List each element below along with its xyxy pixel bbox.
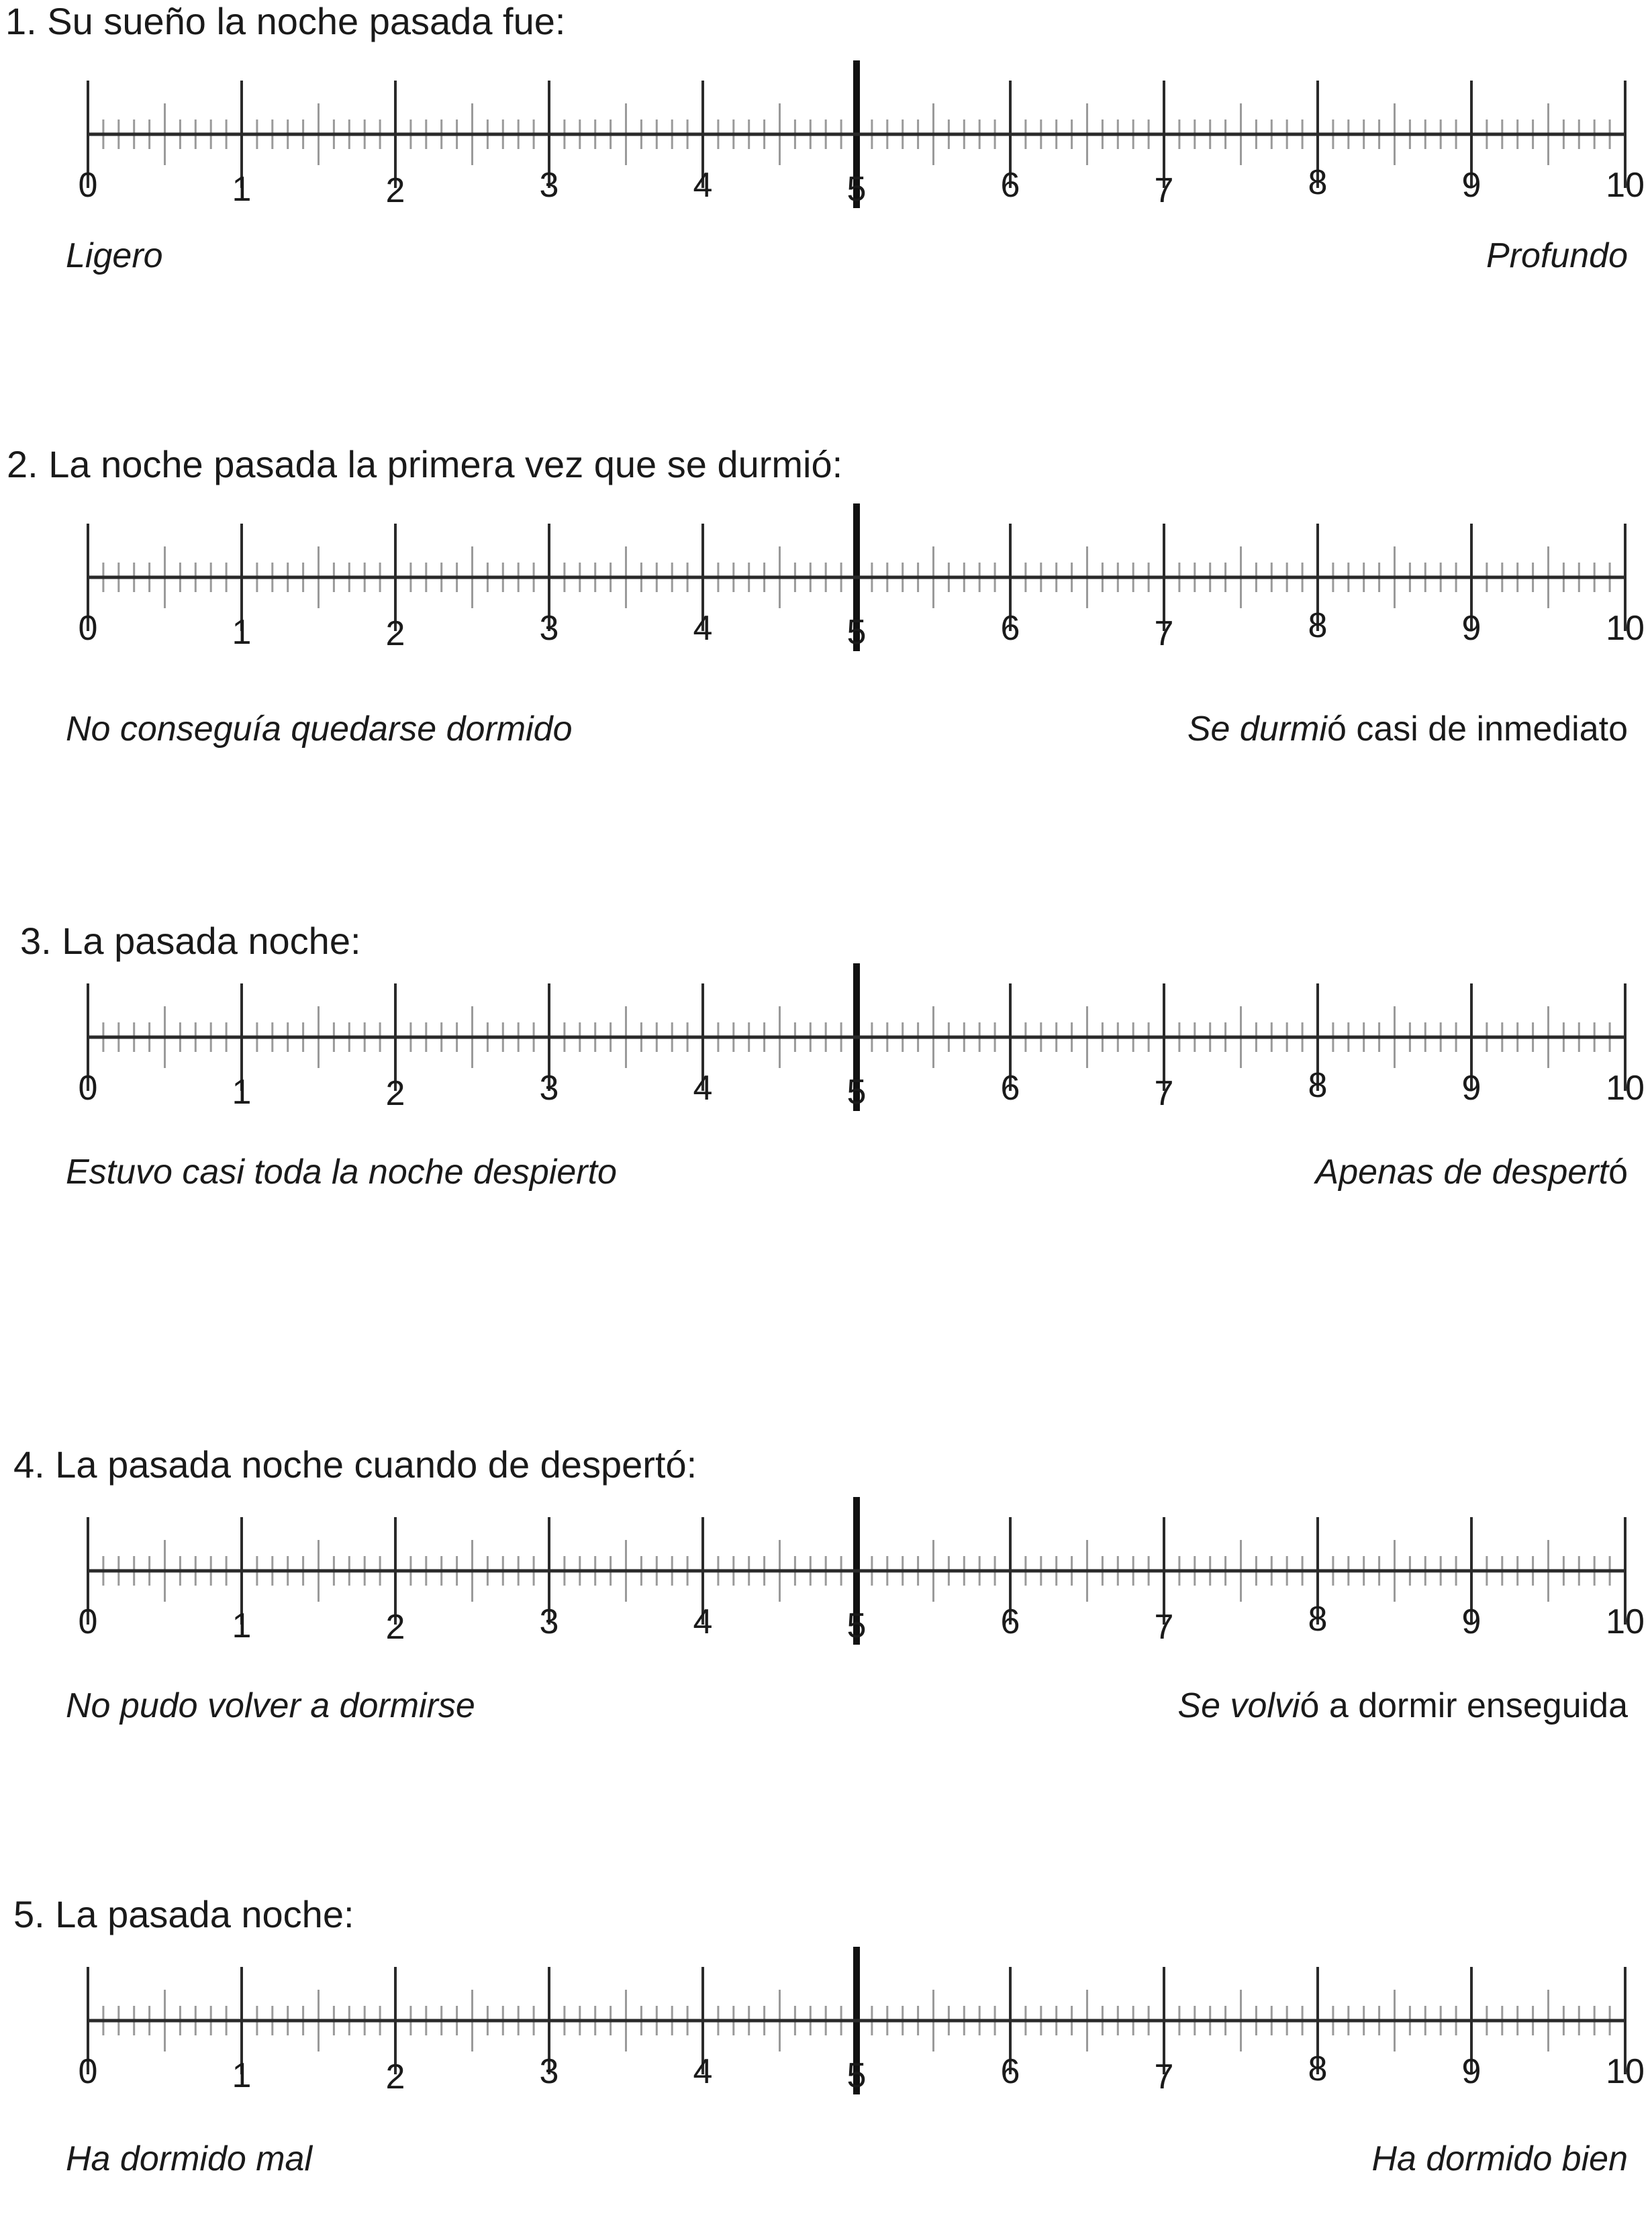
left-anchor-label-text: No conseguía quedarse dormido — [66, 710, 573, 748]
left-anchor-label-text: Estuvo casi toda la noche despierto — [66, 1153, 617, 1192]
scale-number-10: 10 — [1606, 609, 1645, 648]
scale-number-6: 6 — [1000, 1069, 1020, 1108]
scale-number-4: 4 — [693, 166, 713, 205]
scale-number-4: 4 — [693, 609, 713, 648]
scale-number-2: 2 — [385, 1074, 405, 1113]
scale-number-2: 2 — [385, 1608, 405, 1647]
right-anchor-label-text: Se durmi — [1187, 710, 1327, 748]
scale-number-9: 9 — [1461, 1069, 1481, 1108]
scale-number-7: 7 — [1154, 171, 1174, 210]
scale-number-0: 0 — [78, 609, 98, 648]
scale-number-4: 4 — [693, 2052, 713, 2091]
scale-number-2: 2 — [385, 614, 405, 653]
scale-number-1: 1 — [232, 2056, 252, 2095]
left-anchor-label — [66, 2141, 312, 2176]
question-2 — [0, 443, 1652, 792]
scale-number-0: 0 — [78, 1602, 98, 1641]
question-title: 5. La pasada noche: — [13, 1893, 354, 1935]
scale-number-6: 6 — [1000, 609, 1020, 648]
question-1 — [0, 0, 1652, 319]
scale-number-0: 0 — [78, 166, 98, 205]
scale-number-5: 5 — [846, 170, 867, 209]
scale-number-1: 1 — [232, 613, 252, 652]
scale-number-2: 2 — [385, 171, 405, 210]
question-4 — [0, 1443, 1652, 1769]
right-anchor-label-text: Se volvi — [1177, 1686, 1300, 1725]
scale-number-2: 2 — [385, 2058, 405, 2096]
scale-number-1: 1 — [232, 1606, 252, 1645]
scale-number-3: 3 — [539, 2052, 559, 2091]
scale-number-4: 4 — [693, 1069, 713, 1108]
scale-number-7: 7 — [1154, 2058, 1174, 2096]
left-anchor-label-text: No pudo volver a dormirse — [66, 1686, 475, 1725]
right-anchor-label-text: Ha dormido bien — [1371, 2139, 1628, 2178]
scale-number-9: 9 — [1461, 609, 1481, 648]
left-anchor-label — [66, 1155, 617, 1190]
scale-number-4: 4 — [693, 1602, 713, 1641]
scale-number-5: 5 — [846, 2056, 867, 2095]
scale-number-8: 8 — [1308, 606, 1328, 645]
right-anchor-label-text: ó casi de inmediato — [1326, 710, 1628, 748]
left-anchor-label — [66, 1688, 475, 1723]
scale-number-1: 1 — [232, 170, 252, 209]
right-anchor-label — [1177, 1688, 1628, 1723]
scale-number-8: 8 — [1308, 2049, 1328, 2088]
scale-number-0: 0 — [78, 2052, 98, 2091]
scale-number-5: 5 — [846, 1606, 867, 1645]
right-anchor-label — [1486, 238, 1628, 273]
scale-number-6: 6 — [1000, 166, 1020, 205]
scale-number-7: 7 — [1154, 1608, 1174, 1647]
scale-number-6: 6 — [1000, 1602, 1020, 1641]
right-anchor-label — [1187, 712, 1628, 746]
scale-number-8: 8 — [1308, 1066, 1328, 1105]
scale-number-10: 10 — [1606, 2052, 1645, 2091]
scale-number-6: 6 — [1000, 2052, 1020, 2091]
scale-number-3: 3 — [539, 1069, 559, 1108]
right-anchor-label-text: ó — [1608, 1153, 1628, 1192]
right-anchor-label-text: Apenas de despert — [1315, 1153, 1609, 1192]
left-anchor-label — [66, 712, 572, 746]
left-anchor-label — [66, 238, 163, 273]
question-title: 4. La pasada noche cuando de despertó: — [13, 1443, 697, 1486]
right-anchor-label-text: ó a dormir enseguida — [1300, 1686, 1628, 1725]
scale-number-3: 3 — [539, 166, 559, 205]
question-title: 2. La noche pasada la primera vez que se durmió: — [7, 443, 843, 485]
scale-number-8: 8 — [1308, 163, 1328, 202]
scale-number-7: 7 — [1154, 614, 1174, 653]
right-anchor-label — [1371, 2141, 1628, 2176]
left-anchor-label-text: Ligero — [66, 236, 163, 275]
scale-number-9: 9 — [1461, 1602, 1481, 1641]
question-title: 1. Su sueño la noche pasada fue: — [5, 0, 566, 42]
scale-number-9: 9 — [1461, 166, 1481, 205]
scale-number-10: 10 — [1606, 166, 1645, 205]
question-3 — [0, 920, 1652, 1235]
question-5 — [0, 1893, 1652, 2222]
scale-number-10: 10 — [1606, 1602, 1645, 1641]
scale-number-8: 8 — [1308, 1600, 1328, 1639]
scale-number-3: 3 — [539, 609, 559, 648]
scale-number-10: 10 — [1606, 1069, 1645, 1108]
question-title: 3. La pasada noche: — [20, 920, 361, 962]
scale-number-9: 9 — [1461, 2052, 1481, 2091]
scale-number-7: 7 — [1154, 1074, 1174, 1113]
scale-number-5: 5 — [846, 613, 867, 652]
scale-number-1: 1 — [232, 1073, 252, 1112]
scale-number-5: 5 — [846, 1073, 867, 1112]
right-anchor-label-text: Profundo — [1486, 236, 1628, 275]
right-anchor-label — [1316, 1155, 1628, 1190]
scale-number-3: 3 — [539, 1602, 559, 1641]
left-anchor-label-text: Ha dormido mal — [66, 2139, 313, 2178]
scale-number-0: 0 — [78, 1069, 98, 1108]
